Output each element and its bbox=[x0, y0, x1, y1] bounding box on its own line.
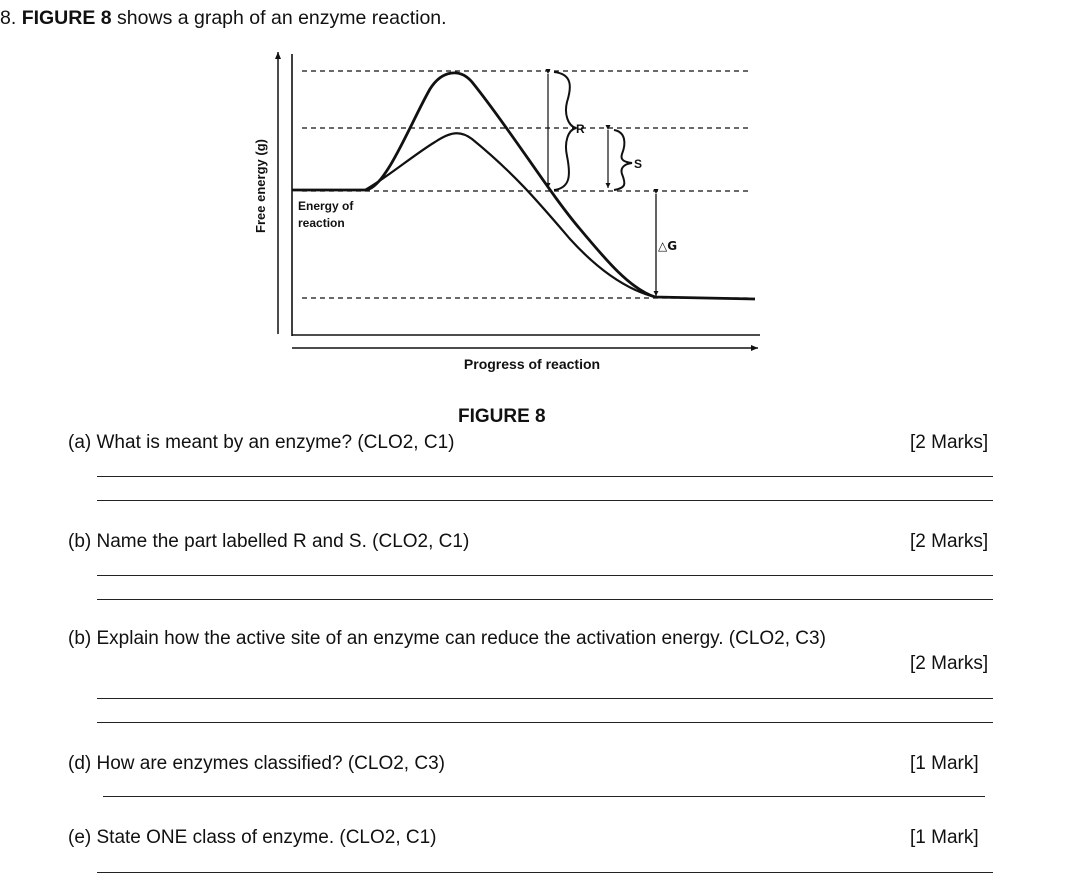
figure-reference: FIGURE 8 bbox=[21, 7, 112, 29]
label-delta-g: △G bbox=[658, 239, 678, 253]
part-d-answer-line[interactable] bbox=[103, 796, 985, 797]
part-d-question: (d) How are enzymes classified? (CLO2, C3) bbox=[68, 753, 445, 774]
part-d-marks: [1 Mark] bbox=[910, 753, 979, 774]
part-e-answer-line[interactable] bbox=[97, 872, 993, 873]
part-a-question: (a) What is meant by an enzyme? (CLO2, C1) bbox=[68, 432, 455, 453]
question-intro: shows a graph of an enzyme reaction. bbox=[117, 7, 447, 29]
part-b-answer-line-2[interactable] bbox=[97, 599, 993, 600]
label-r: R bbox=[576, 122, 585, 136]
catalysed-curve bbox=[365, 133, 655, 297]
part-c-question: (b) Explain how the active site of an enzyme can reduce the activation energy. (CLO2, C3) bbox=[68, 628, 826, 649]
r-brace bbox=[554, 72, 576, 190]
energy-label-line2: reaction bbox=[298, 216, 345, 230]
x-axis-label: Progress of reaction bbox=[463, 356, 601, 372]
part-e-marks: [1 Mark] bbox=[910, 827, 979, 848]
part-b-marks: [2 Marks] bbox=[910, 531, 989, 552]
part-c-answer-line-2[interactable] bbox=[97, 722, 993, 723]
part-c-marks: [2 Marks] bbox=[910, 653, 989, 674]
part-a-answer-line-2[interactable] bbox=[97, 500, 993, 501]
s-brace bbox=[614, 130, 632, 190]
energy-label-line1: Energy of bbox=[298, 199, 354, 213]
part-b-question: (b) Name the part labelled R and S. (CLO2, C1) bbox=[68, 531, 470, 552]
question-number: 8. bbox=[0, 7, 17, 29]
label-s: S bbox=[634, 157, 643, 171]
part-a-marks: [2 Marks] bbox=[910, 432, 989, 453]
part-b-answer-line-1[interactable] bbox=[97, 575, 993, 576]
part-a-answer-line-1[interactable] bbox=[97, 476, 993, 477]
part-e-question: (e) State ONE class of enzyme. (CLO2, C1) bbox=[68, 827, 437, 848]
y-axis-label: Free energy (g) bbox=[253, 139, 268, 233]
figure-caption: FIGURE 8 bbox=[458, 406, 546, 427]
part-c-answer-line-1[interactable] bbox=[97, 698, 993, 699]
question-heading bbox=[0, 7, 447, 30]
enzyme-energy-graph bbox=[250, 44, 770, 384]
